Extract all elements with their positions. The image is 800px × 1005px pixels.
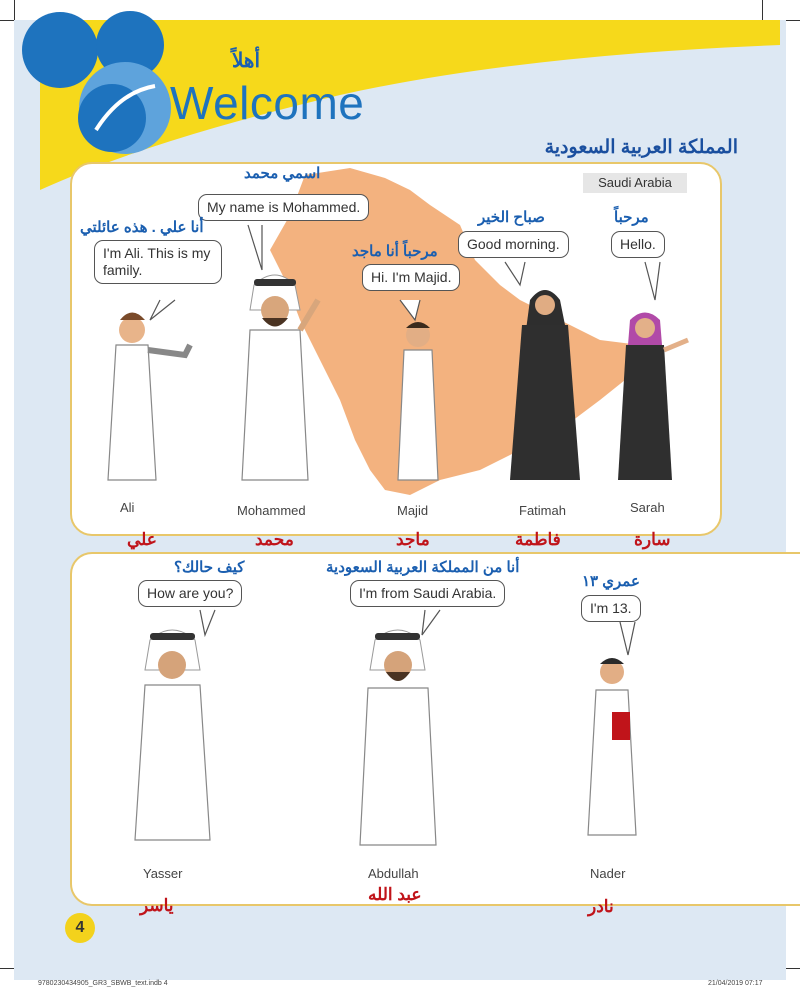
name-nader: Nader <box>590 866 626 881</box>
name-ali: Ali <box>120 500 135 515</box>
speech-bubble-ali: I'm Ali. This is my family. <box>94 240 222 284</box>
arabic-name-mohammed: محمد <box>255 530 294 549</box>
arabic-name-yasser: ياسر <box>140 896 174 915</box>
name-mohammed: Mohammed <box>237 503 306 518</box>
map-label: Saudi Arabia <box>583 173 687 193</box>
speech-bubble-majid: Hi. I'm Majid. <box>362 264 460 291</box>
arabic-name-majid: ماجد <box>396 530 430 549</box>
speech-bubble-mohammed: My name is Mohammed. <box>198 194 369 221</box>
name-yasser: Yasser <box>143 866 183 881</box>
nader-figure <box>588 658 636 835</box>
page-title: Welcome <box>170 77 365 129</box>
arabic-caption-nader: عمري ١٣ <box>582 573 640 590</box>
crop-mark <box>786 968 800 969</box>
arabic-name-fatimah: فاطمة <box>515 530 561 549</box>
page-number: 4 <box>65 913 95 943</box>
abdullah-figure <box>360 630 436 845</box>
arabic-name-nader: نادر <box>588 897 614 916</box>
arabic-caption-yasser: كيف حالك؟ <box>174 559 245 576</box>
name-abdullah: Abdullah <box>368 866 419 881</box>
country-heading-arabic: المملكة العربية السعودية <box>544 137 738 158</box>
speech-bubble-abdullah: I'm from Saudi Arabia. <box>350 580 505 607</box>
arabic-caption-mohammed: اسمي محمد <box>244 165 321 182</box>
speech-bubble-nader: I'm 13. <box>581 595 641 622</box>
arabic-caption-sarah: مرحباً <box>614 209 649 226</box>
arabic-caption-abdullah: أنا من المملكة العربية السعودية <box>326 559 520 576</box>
arabic-caption-ali: أنا علي . هذه عائلتي <box>80 219 204 236</box>
footer-date: 21/04/2019 07:17 <box>708 980 763 987</box>
arabic-name-ali: علي <box>127 530 157 549</box>
arabic-name-sarah: سارة <box>634 530 671 549</box>
yasser-figure <box>135 630 210 840</box>
name-fatimah: Fatimah <box>519 503 566 518</box>
name-majid: Majid <box>397 503 429 518</box>
arabic-name-abdullah: عبد الله <box>368 885 422 904</box>
arabic-caption-fatimah: صباح الخير <box>478 209 545 226</box>
footer-file: 9780230434905_GR3_SBWB_text.indb 4 <box>38 980 168 987</box>
crop-mark <box>0 968 14 969</box>
title-arabic: أهلاً <box>232 50 261 72</box>
arabic-caption-majid: مرحباً أنا ماجد <box>352 243 438 260</box>
name-sarah: Sarah <box>630 500 665 515</box>
speech-bubble-yasser: How are you? <box>138 580 242 607</box>
speech-bubble-fatimah: Good morning. <box>458 231 569 258</box>
speech-bubble-sarah: Hello. <box>611 231 665 258</box>
